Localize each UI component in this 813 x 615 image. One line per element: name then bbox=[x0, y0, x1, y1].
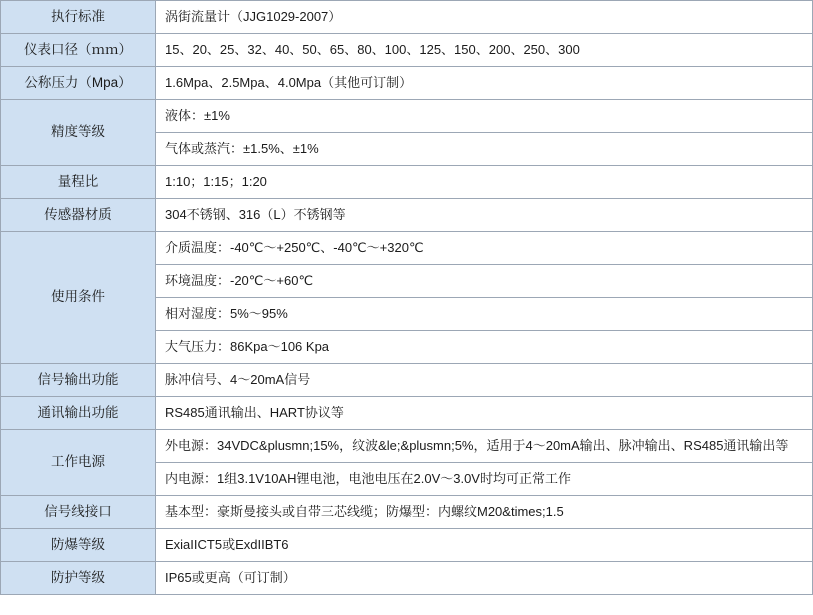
spec-value-cell: 1.6Mpa、2.5Mpa、4.0Mpa（其他可订制） bbox=[156, 67, 813, 100]
spec-value-cell: 介质温度：-40℃～+250℃、-40℃～+320℃ bbox=[156, 232, 813, 265]
table-row bbox=[1, 232, 813, 265]
table-row bbox=[1, 34, 813, 67]
spec-value-cell: 大气压力：86Kpa～106 Kpa bbox=[156, 331, 813, 364]
spec-label-cell: 精度等级 bbox=[1, 100, 156, 166]
spec-value-cell: 环境温度：-20℃～+60℃ bbox=[156, 265, 813, 298]
spec-value-cell: 相对湿度：5%～95% bbox=[156, 298, 813, 331]
spec-label-cell: 工作电源 bbox=[1, 430, 156, 496]
table-row bbox=[1, 100, 813, 133]
spec-label-cell: 传感器材质 bbox=[1, 199, 156, 232]
table-row bbox=[1, 1, 813, 34]
spec-value-cell: RS485通讯输出、HART协议等 bbox=[156, 397, 813, 430]
spec-label-cell: 防护等级 bbox=[1, 562, 156, 595]
spec-label-cell: 防爆等级 bbox=[1, 529, 156, 562]
table-row bbox=[1, 529, 813, 562]
spec-value-cell: 304不锈钢、316（L）不锈钢等 bbox=[156, 199, 813, 232]
spec-value-cell: 15、20、25、32、40、50、65、80、100、125、150、200、250、300 bbox=[156, 34, 813, 67]
spec-value-cell: 气体或蒸汽：±1.5%、±1% bbox=[156, 133, 813, 166]
spec-value-cell: 液体：±1% bbox=[156, 100, 813, 133]
spec-value-cell: 外电源：34VDC&plusmn;15%，纹波&le;&plusmn;5%，适用于4～20mA输出、脉冲输出、RS485通讯输出等 bbox=[156, 430, 813, 463]
spec-label-cell: 信号输出功能 bbox=[1, 364, 156, 397]
table-row bbox=[1, 199, 813, 232]
spec-value-cell: 涡街流量计（JJG1029-2007） bbox=[156, 1, 813, 34]
spec-label-cell: 仪表口径（ｍｍ） bbox=[1, 34, 156, 67]
spec-label-cell: 信号线接口 bbox=[1, 496, 156, 529]
spec-label-cell: 量程比 bbox=[1, 166, 156, 199]
spec-value-cell: 内电源：1组3.1V10AH锂电池，电池电压在2.0V～3.0V时均可正常工作 bbox=[156, 463, 813, 496]
spec-label-cell: 执行标准 bbox=[1, 1, 156, 34]
spec-value-cell: IP65或更高（可订制） bbox=[156, 562, 813, 595]
table-row bbox=[1, 430, 813, 463]
table-row bbox=[1, 562, 813, 595]
table-row bbox=[1, 397, 813, 430]
specification-table-body bbox=[1, 1, 813, 595]
table-row bbox=[1, 364, 813, 397]
spec-label-cell: 通讯输出功能 bbox=[1, 397, 156, 430]
spec-label-cell: 使用条件 bbox=[1, 232, 156, 364]
spec-value-cell: 脉冲信号、4～20mA信号 bbox=[156, 364, 813, 397]
table-row bbox=[1, 166, 813, 199]
table-row bbox=[1, 496, 813, 529]
spec-value-cell: 1:10；1:15；1:20 bbox=[156, 166, 813, 199]
spec-value-cell: 基本型：豪斯曼接头或自带三芯线缆；防爆型：内螺纹M20&times;1.5 bbox=[156, 496, 813, 529]
spec-label-cell: 公称压力（Mpa） bbox=[1, 67, 156, 100]
table-row bbox=[1, 67, 813, 100]
spec-value-cell: ExiaIICT5或ExdIIBT6 bbox=[156, 529, 813, 562]
